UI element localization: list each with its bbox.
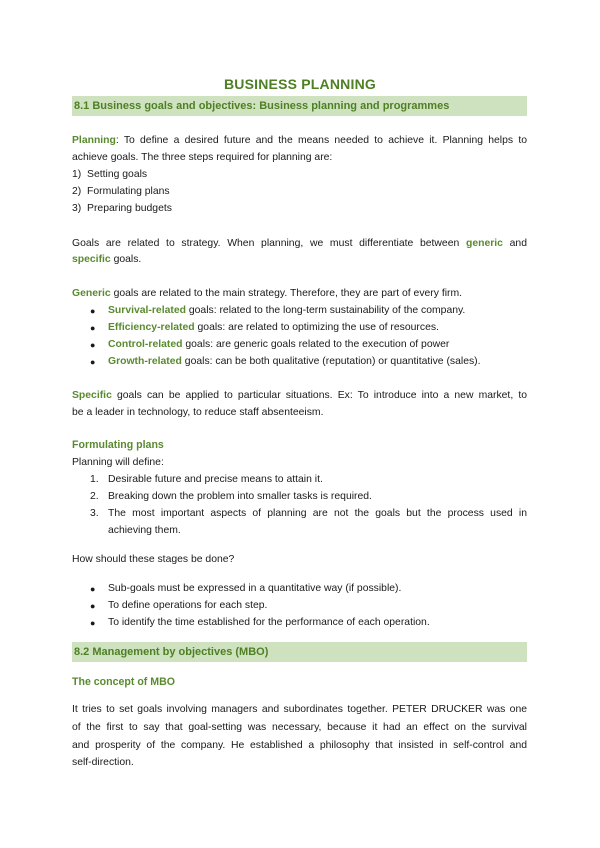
list-item: Growth-related goals: can be both qualitative (reputation) or quantitative (sales). bbox=[108, 356, 481, 367]
list-number: 3. bbox=[90, 508, 99, 519]
list-item-continuation: achieving them. bbox=[108, 525, 181, 536]
section-8-2-heading: 8.2 Management by objectives (MBO) bbox=[72, 642, 527, 662]
planning-term: Planning bbox=[72, 135, 116, 146]
mbo-line-2: of the first to say that goal-setting was necessary, because it had an effect on the survival bbox=[72, 722, 527, 733]
planning-step-1: 1) Setting goals bbox=[72, 169, 148, 180]
formulating-intro: Planning will define: bbox=[72, 457, 164, 468]
mbo-concept-heading: The concept of MBO bbox=[72, 676, 175, 688]
specific-line-2: be a leader in technology, to reduce staff absenteeism. bbox=[72, 407, 324, 418]
list-number: 1. bbox=[90, 474, 99, 485]
planning-step-3: 3) Preparing budgets bbox=[72, 203, 172, 214]
list-item: To identify the time established for the performance of each operation. bbox=[108, 617, 430, 628]
goals-line-1: Goals are related to strategy. When planning, we must differentiate between generic and bbox=[72, 238, 527, 249]
generic-keyword: generic bbox=[465, 238, 503, 249]
specific-keyword: specific bbox=[72, 254, 111, 265]
mbo-line-1: It tries to set goals involving managers and subordinates together. PETER DRUCKER was one bbox=[72, 704, 527, 715]
list-number: 2. bbox=[90, 491, 99, 502]
planning-line-2: achieve goals. The three steps required for planning are: bbox=[72, 152, 333, 163]
list-item: Survival-related goals: related to the long-term sustainability of the company. bbox=[108, 305, 466, 316]
planning-colon: : bbox=[115, 135, 119, 146]
list-item: Desirable future and precise means to attain it. bbox=[108, 474, 323, 485]
list-item: Efficiency-related goals: are related to optimizing the use of resources. bbox=[108, 322, 439, 333]
list-item: Control-related goals: are generic goals related to the execution of power bbox=[108, 339, 450, 350]
planning-line-1 bbox=[72, 134, 527, 148]
generic-intro: Generic goals are related to the main strategy. Therefore, they are part of every firm. bbox=[72, 288, 463, 299]
section-8-1-heading: 8.1 Business goals and objectives: Business planning and programmes bbox=[72, 96, 527, 116]
stages-question: How should these stages be done? bbox=[72, 554, 235, 565]
planning-step-2: 2) Formulating plans bbox=[72, 186, 170, 197]
mbo-line-4: self-direction. bbox=[72, 757, 134, 768]
list-item: To define operations for each step. bbox=[108, 600, 268, 611]
page-title: BUSINESS PLANNING bbox=[224, 76, 376, 92]
list-item: The most important aspects of planning are not the goals but the process used in bbox=[108, 508, 527, 519]
formulating-plans-heading: Formulating plans bbox=[72, 439, 164, 451]
mbo-line-3: and prosperity of the company. He established a philosophy that insisted in self-control and bbox=[72, 740, 527, 751]
list-item: Sub-goals must be expressed in a quantitative way (if possible). bbox=[108, 583, 402, 594]
specific-line-1: Specific goals can be applied to particular situations. Ex: To introduce into a new market, to bbox=[72, 390, 527, 401]
goals-line-2: specific goals. bbox=[72, 254, 142, 265]
planning-definition: To define a desired future and the means needed to achieve it. Planning helps to bbox=[118, 135, 527, 146]
list-item: Breaking down the problem into smaller tasks is required. bbox=[108, 491, 372, 502]
